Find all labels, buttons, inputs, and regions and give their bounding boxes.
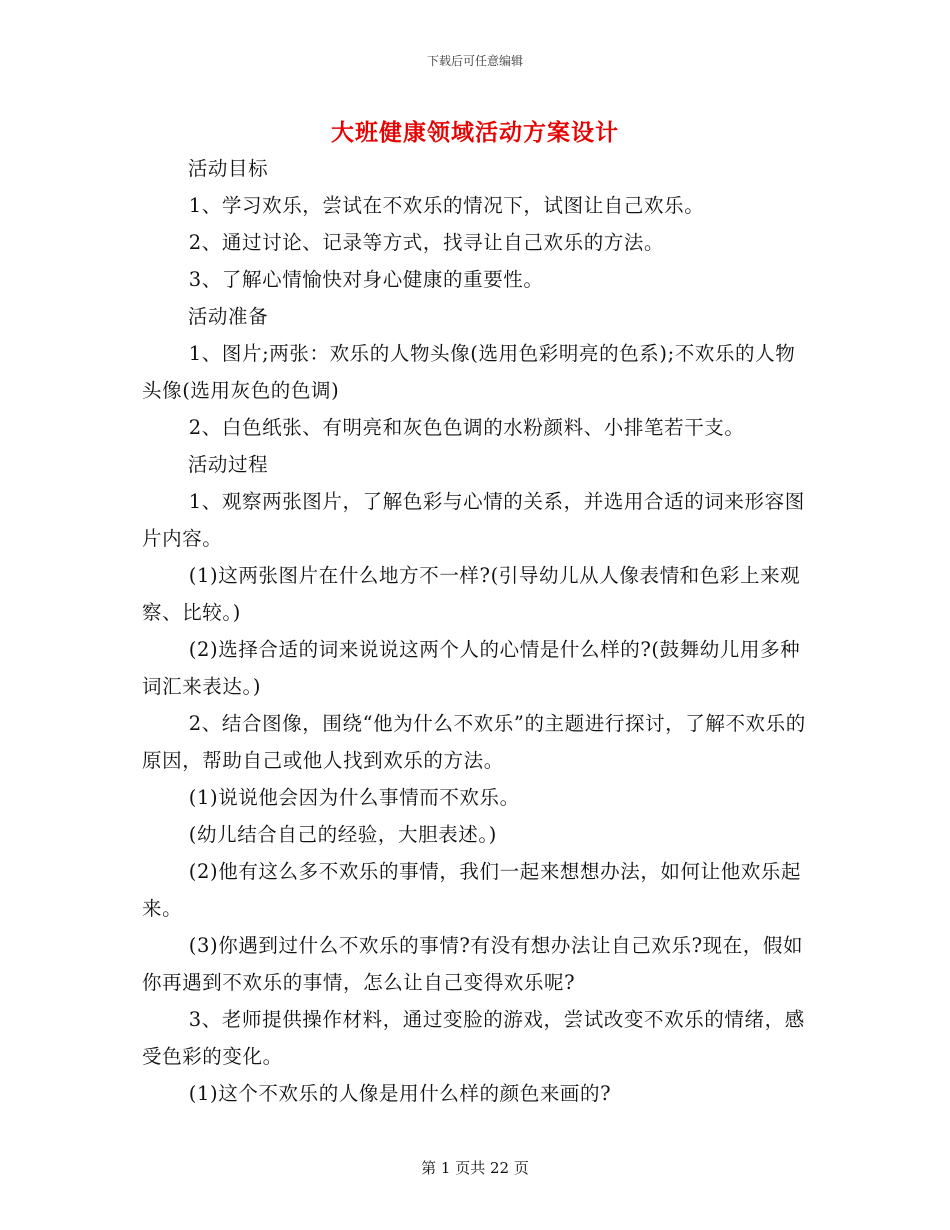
paragraph: 1、图片;两张：欢乐的人物头像(选用色彩明亮的色系);不欢乐的人物头像(选用灰色的色调) — [142, 342, 796, 402]
page-footer: 第 1 页共 22 页 — [421, 1159, 529, 1177]
paragraph: (2)选择合适的词来说说这两个人的心情是什么样的?(鼓舞幼儿用多种词汇来表达。) — [142, 638, 801, 698]
section-heading-process: 活动过程 — [187, 453, 269, 476]
paragraph: (1)这个不欢乐的人像是用什么样的颜色来画的? — [188, 1082, 612, 1105]
paragraph: 2、白色纸张、有明亮和灰色色调的水粉颜料、小排笔若干支。 — [188, 416, 745, 439]
paragraph: 2、通过讨论、记录等方式，找寻让自己欢乐的方法。 — [188, 231, 665, 254]
document-body — [142, 150, 810, 1112]
paragraph: (3)你遇到过什么不欢乐的事情?有没有想办法让自己欢乐?现在，假如你再遇到不欢乐的事情，怎么让自己变得欢乐呢? — [142, 934, 804, 994]
paragraph: (1)说说他会因为什么事情而不欢乐。 — [188, 786, 520, 809]
paragraph: (幼儿结合自己的经验，大胆表述。) — [188, 823, 497, 846]
document-title: 大班健康领域活动方案设计 — [331, 119, 619, 146]
paragraph: 3、了解心情愉快对身心健康的重要性。 — [188, 268, 544, 291]
paragraph: 1、学习欢乐，尝试在不欢乐的情况下，试图让自己欢乐。 — [188, 194, 705, 217]
paragraph: 3、老师提供操作材料，通过变脸的游戏，尝试改变不欢乐的情绪，感受色彩的变化。 — [142, 1008, 805, 1068]
paragraph: 1、观察两张图片，了解色彩与心情的关系，并选用合适的词来形容图片内容。 — [142, 490, 805, 550]
paragraph: 2、结合图像，围绕“他为什么不欢乐”的主题进行探讨，了解不欢乐的原因，帮助自己或他人找到欢乐的方法。 — [142, 712, 806, 772]
page-header: 下载后可任意编辑 — [426, 54, 523, 68]
paragraph: (1)这两张图片在什么地方不一样?(引导幼儿从人像表情和色彩上来观察、比较。) — [142, 564, 801, 624]
paragraph: (2)他有这么多不欢乐的事情，我们一起来想想办法，如何让他欢乐起来。 — [142, 860, 802, 920]
section-heading-preparation: 活动准备 — [187, 305, 269, 328]
section-heading-goals: 活动目标 — [187, 157, 269, 180]
